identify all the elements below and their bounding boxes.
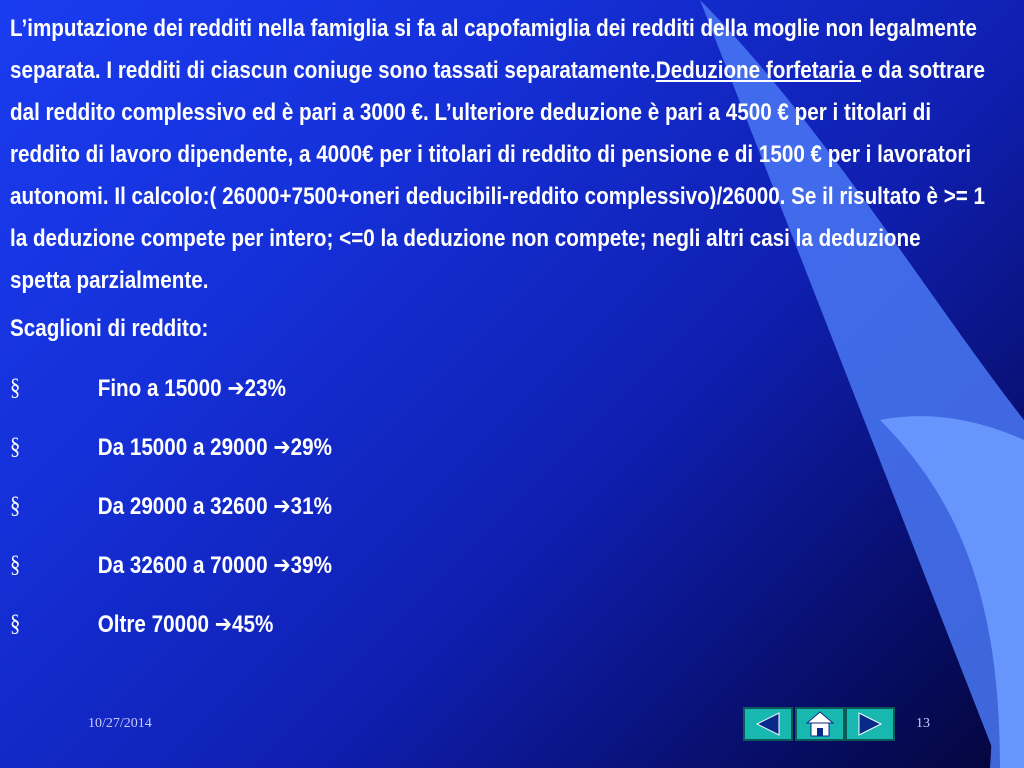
- body-paragraph: [10, 8, 986, 302]
- bracket-rate: 39%: [290, 552, 332, 579]
- slide-number: 13: [916, 716, 930, 731]
- bracket-rate: 23%: [244, 375, 286, 402]
- next-slide-button[interactable]: [845, 707, 895, 741]
- bracket-rate: 29%: [290, 434, 332, 461]
- arrow-right-icon: ➔: [214, 610, 233, 638]
- bracket-item-1: [10, 367, 986, 409]
- arrow-right-icon: ➔: [273, 492, 291, 520]
- footer-date: 10/27/2014: [88, 716, 152, 731]
- section-bullet-icon: §: [10, 375, 21, 401]
- bracket-range: Da 32600 a 70000: [97, 552, 274, 579]
- bracket-rate: 31%: [290, 493, 332, 520]
- bracket-rate: 45%: [232, 611, 274, 638]
- bracket-range: Oltre 70000: [97, 611, 215, 638]
- section-bullet-icon: §: [10, 611, 21, 637]
- arrow-right-icon: ➔: [273, 551, 291, 579]
- arrow-right-icon: ➔: [227, 374, 245, 402]
- slide-content: [10, 8, 986, 645]
- deduzione-forfetaria-link[interactable]: Deduzione forfetaria: [655, 57, 862, 84]
- bracket-item-4: [10, 544, 986, 586]
- triangle-right-icon: [847, 709, 893, 739]
- home-button[interactable]: [795, 707, 845, 741]
- section-bullet-icon: §: [10, 552, 21, 578]
- bracket-item-2: [10, 426, 986, 468]
- arrow-right-icon: ➔: [273, 433, 291, 461]
- section-bullet-icon: §: [10, 434, 21, 460]
- home-icon: [797, 709, 843, 739]
- paragraph-text-2: e da sottrare dal reddito complessivo ed è pari a 3000 €. L’ulteriore deduzione è pari a 4500 € per i titolari di reddito di lavoro dipendente, a 4000€ per i titolari di reddito di pensione e di 1500 € per i lavoratori autonomi. Il calcolo:( 26000+7500+oneri deducibili-reddito complessivo)/26000. Se il risultato è >= 1 la deduzione compete per intero; <=0 la deduzione non compete; negli altri casi la deduzione spetta parzialmente.: [10, 57, 986, 294]
- bracket-range: Da 15000 a 29000: [97, 434, 274, 461]
- section-bullet-icon: §: [10, 493, 21, 519]
- bracket-item-5: [10, 603, 986, 645]
- paragraph-text-1: L’imputazione dei redditi nella famiglia si fa al capofamiglia dei redditi della moglie non legalmente separata. I redditi di ciascun coniuge sono tassati separatamente.: [10, 15, 977, 84]
- bracket-range: Fino a 15000: [97, 375, 228, 402]
- brackets-heading: Scaglioni di reddito:: [10, 315, 209, 342]
- triangle-left-icon: [745, 709, 791, 739]
- previous-slide-button[interactable]: [743, 707, 793, 741]
- bracket-item-3: [10, 485, 986, 527]
- bracket-range: Da 29000 a 32600: [97, 493, 274, 520]
